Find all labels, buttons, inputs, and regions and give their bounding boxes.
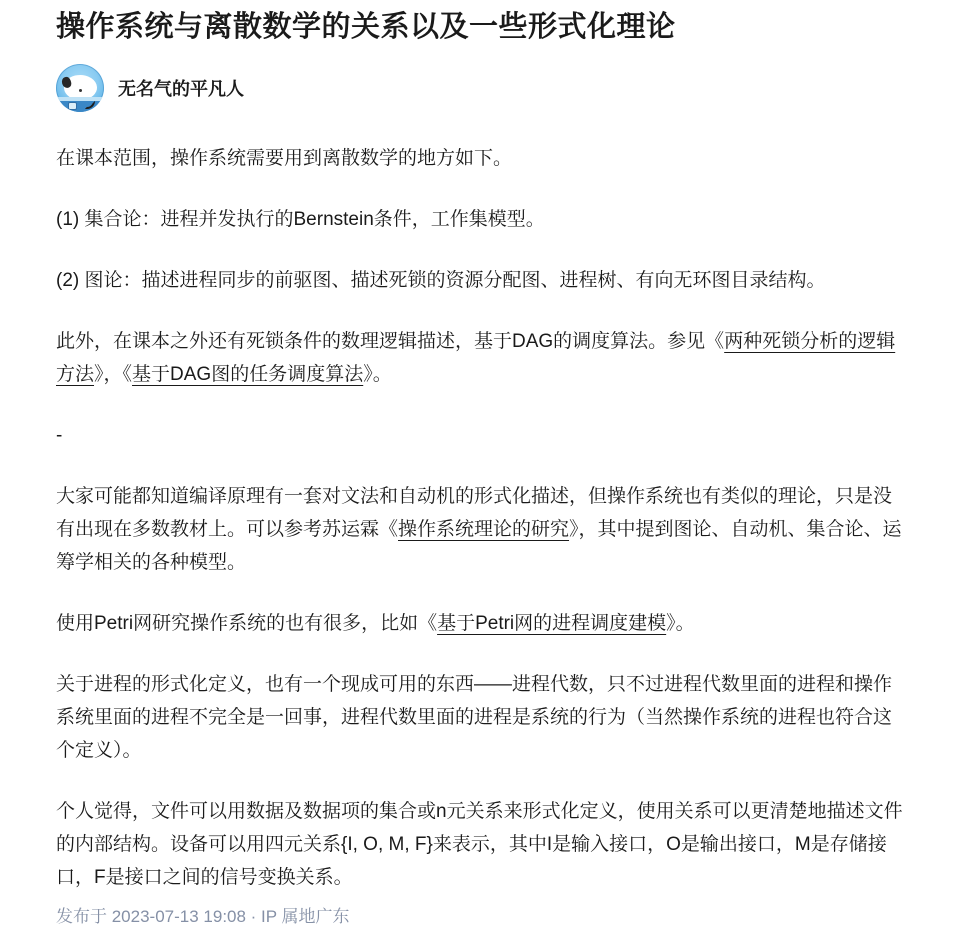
article-body (56, 142, 909, 894)
paragraph (56, 203, 909, 236)
text-run: 》。 (363, 364, 392, 385)
paragraph (56, 419, 909, 452)
badge-icon (68, 102, 77, 110)
author-avatar[interactable] (56, 64, 104, 112)
article-link[interactable]: 两种死锁分析的逻辑方法 (56, 331, 896, 385)
author-name[interactable]: 无名气的平凡人 (118, 79, 244, 99)
page-title: 操作系统与离散数学的关系以及一些形式化理论 (56, 11, 676, 43)
text-run: 此外，在课本之外还有死锁条件的数理逻辑描述，基于DAG的调度算法。参见《 (56, 331, 725, 352)
paragraph (56, 325, 909, 391)
text-run: 》，《 (94, 364, 133, 385)
article-link[interactable]: 基于DAG图的任务调度算法 (132, 364, 364, 385)
text-run: 使用Petri网研究操作系统的也有很多，比如《 (56, 613, 438, 634)
avatar-bottom-band (56, 101, 104, 112)
text-run: (2) 图论：描述进程同步的前驱图、描述死锁的资源分配图、进程树、有向无环图目录结构。 (56, 270, 826, 291)
text-run: 》。 (666, 613, 695, 634)
article-link[interactable]: 基于Petri网的进程调度建模 (437, 613, 667, 634)
paragraph (56, 795, 909, 894)
paragraph (56, 264, 909, 297)
text-run: 个人觉得，文件可以用数据及数据项的集合或n元关系来形式化定义，使用关系可以更清楚地描述文件的内部结构。设备可以用四元关系{I, O, M, F}来表示，其中I是输入接口，O是输出接口，M是存储接口，F是接口之间的信号变换关系。 (56, 801, 903, 888)
text-run: 关于进程的形式化定义，也有一个现成可用的东西——进程代数，只不过进程代数里面的进程和操作系统里面的进程不完全是一回事，进程代数里面的进程是系统的行为（当然操作系统的进程也符合这个定义）。 (56, 674, 893, 761)
text-run: 大家可能都知道编译原理有一套对文法和自动机的形式化描述，但操作系统也有类似的理论，只是没有出现在多数教材上。可以参考苏运霖《 (56, 486, 893, 540)
dog-eye-icon (79, 89, 82, 92)
article-link[interactable]: 操作系统理论的研究 (398, 519, 570, 540)
paragraph (56, 668, 909, 767)
paragraph (56, 607, 909, 640)
post-meta: 发布于 2023-07-13 19:08 · IP 属地广东 (56, 907, 350, 926)
author-row (56, 64, 909, 112)
paragraph (56, 480, 909, 579)
paragraph (56, 142, 909, 175)
text-run: 》，其中提到图论、自动机、集合论、运筹学相关的各种模型。 (56, 519, 902, 573)
text-run: 在课本范围，操作系统需要用到离散数学的地方如下。 (56, 148, 513, 169)
text-run: - (56, 425, 63, 446)
text-run: (1) 集合论：进程并发执行的Bernstein条件，工作集模型。 (56, 209, 545, 230)
